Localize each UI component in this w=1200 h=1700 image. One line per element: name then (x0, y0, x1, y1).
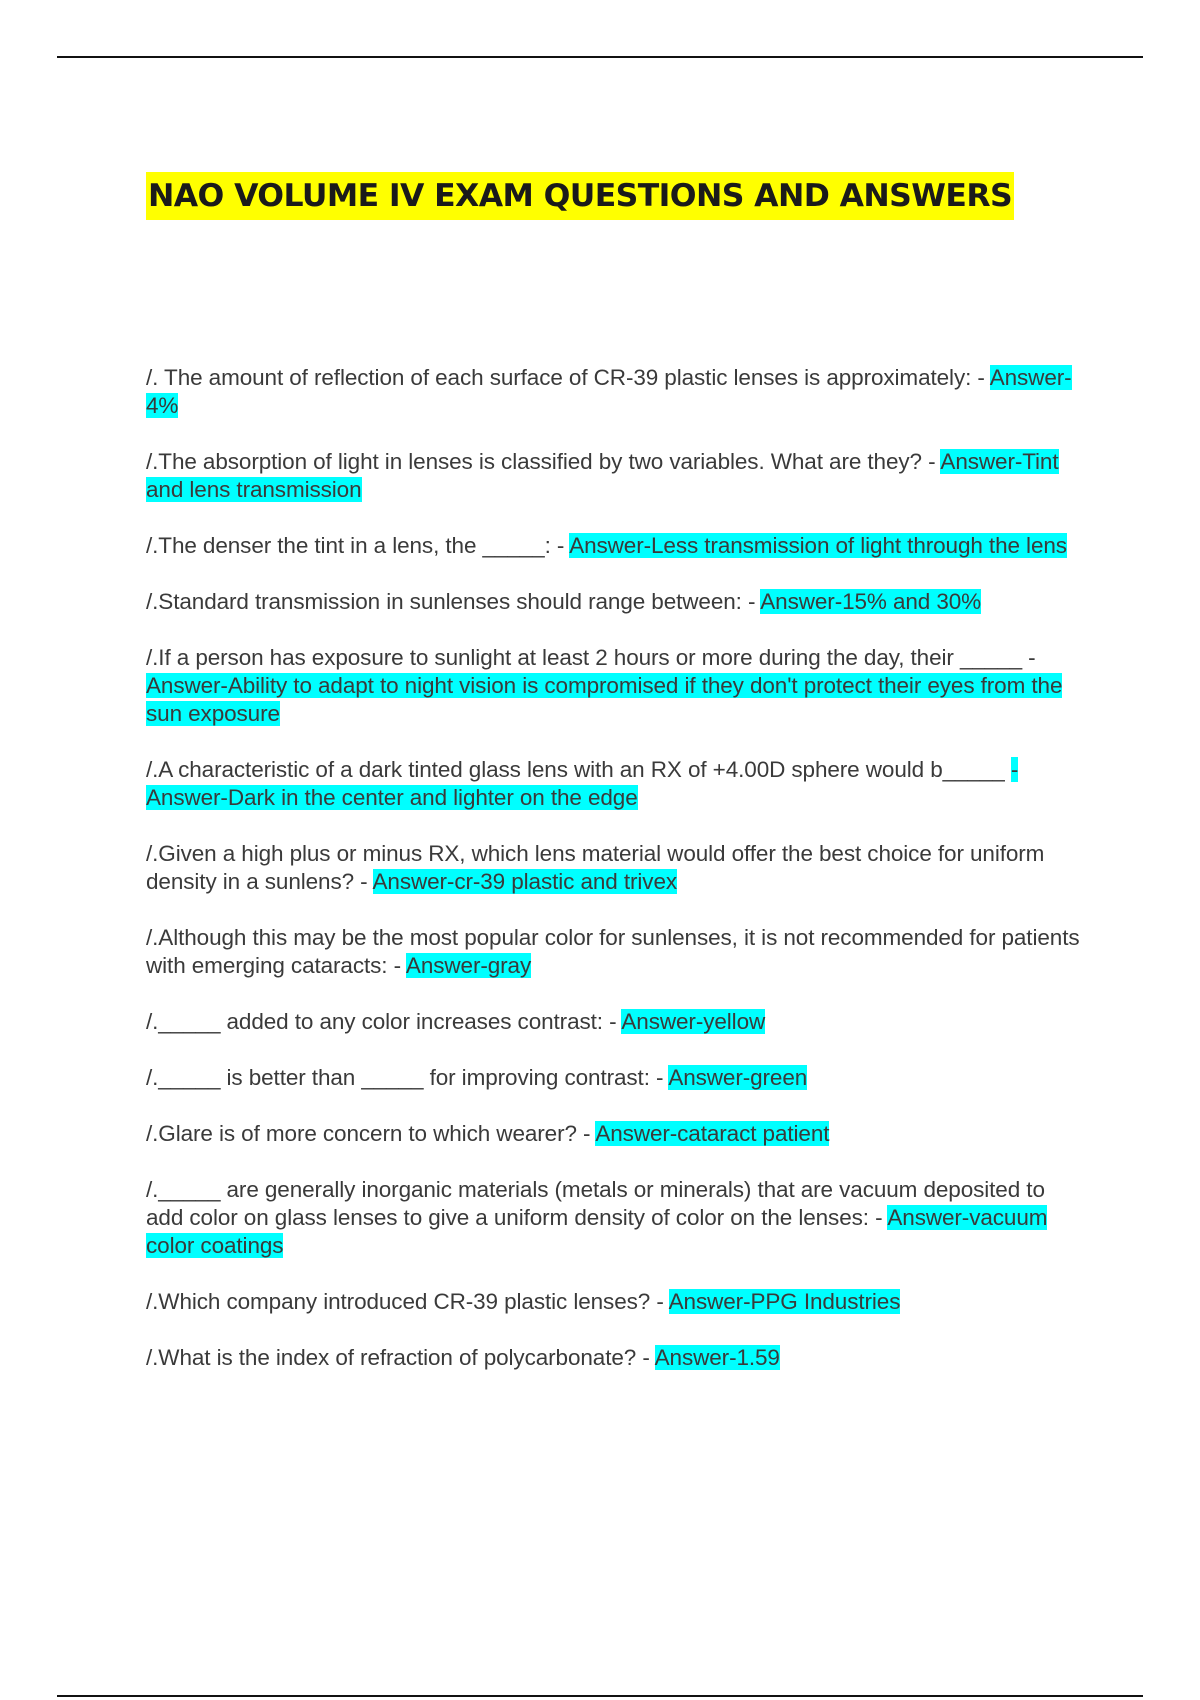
answer-text: Answer-vacuum color coatings (146, 1205, 1048, 1258)
footer-rule (57, 1695, 1143, 1697)
answer-text: Answer-4% (146, 365, 1072, 418)
answer-text: - Answer-Dark in the center and lighter on the edge (146, 757, 1019, 810)
list-item (146, 924, 1086, 980)
question-text: /._____ added to any color increases contrast: - (146, 1009, 622, 1034)
question-list (146, 364, 1086, 1400)
list-item (146, 532, 1086, 560)
question-text: /.The absorption of light in lenses is classified by two variables. What are they? - (146, 449, 941, 474)
answer-text: Answer-cr-39 plastic and trivex (372, 869, 678, 894)
answer-text: Answer-yellow (621, 1009, 766, 1034)
question-text: /.If a person has exposure to sunlight at least 2 hours or more during the day, their _____ - (146, 645, 1036, 670)
question-text: /._____ is better than _____ for improving contrast: - (146, 1065, 669, 1090)
list-item (146, 1176, 1086, 1260)
list-item (146, 448, 1086, 504)
answer-text: Answer-Less transmission of light through the lens (569, 533, 1067, 558)
answer-text: Answer-gray (405, 953, 532, 978)
question-text: /.The denser the tint in a lens, the _____: - (146, 533, 570, 558)
list-item (146, 1064, 1086, 1092)
question-text: /.Which company introduced CR-39 plastic lenses? - (146, 1289, 669, 1314)
title-block (146, 172, 1046, 220)
answer-text: Answer-green (668, 1065, 808, 1090)
answer-text: Answer-Ability to adapt to night vision is compromised if they don't protect their eyes from the sun exposure (146, 673, 1063, 726)
question-text: /.Given a high plus or minus RX, which lens material would offer the best choice for uniform density in a sunlens? - (146, 841, 1045, 894)
list-item (146, 1344, 1086, 1372)
list-item (146, 1120, 1086, 1148)
question-text: /. The amount of reflection of each surface of CR-39 plastic lenses is approximately: - (146, 365, 990, 390)
list-item (146, 588, 1086, 616)
question-text: /.What is the index of refraction of polycarbonate? - (146, 1345, 655, 1370)
question-text: /.Although this may be the most popular color for sunlenses, it is not recommended for patients with emerging cataracts: - (146, 925, 1080, 978)
page-title: NAO VOLUME IV EXAM QUESTIONS AND ANSWERS (146, 172, 1014, 220)
question-text: /.Standard transmission in sunlenses should range between: - (146, 589, 761, 614)
answer-text: Answer-PPG Industries (668, 1289, 901, 1314)
answer-text: Answer-1.59 (654, 1345, 780, 1370)
answer-text: Answer-Tint and lens transmission (146, 449, 1059, 502)
list-item (146, 1008, 1086, 1036)
list-item (146, 364, 1086, 420)
question-text: /.Glare is of more concern to which wearer? - (146, 1121, 596, 1146)
question-text: /._____ are generally inorganic materials (metals or minerals) that are vacuum deposited to add color on glass lenses to give a uniform density of color on the lenses: - (146, 1177, 1045, 1230)
list-item (146, 756, 1086, 812)
list-item (146, 840, 1086, 896)
answer-text: Answer-15% and 30% (760, 589, 982, 614)
header-rule (57, 56, 1143, 58)
list-item (146, 1288, 1086, 1316)
answer-text: Answer-cataract patient (595, 1121, 830, 1146)
question-text: /.A characteristic of a dark tinted glass lens with an RX of +4.00D sphere would b_____ (146, 757, 1011, 782)
list-item (146, 644, 1086, 728)
